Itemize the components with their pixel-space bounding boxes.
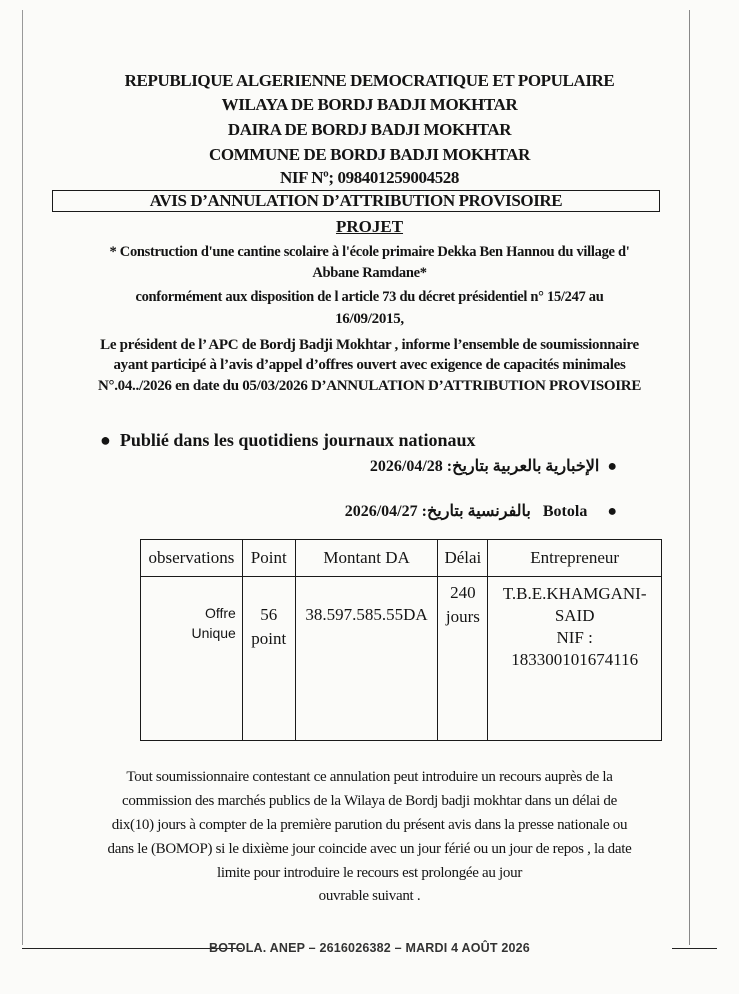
bullet-icon: ●: [599, 458, 617, 475]
projet-description-line1: * Construction d'une cantine scolaire à l'école primaire Dekka Ben Hannou du village d': [109, 244, 630, 260]
table-header-row: [141, 540, 662, 577]
publication-arabic-text: الإخبارية بالعربية بتاريخ: 2026/04/28: [369, 458, 600, 475]
point-line1: 56: [260, 605, 278, 624]
footer-publication-info: BOTOLA. ANEP – 2616026382 – MARDI 4 AOÛT 2026: [209, 941, 530, 955]
decree-reference-line2: 16/09/2015,: [335, 311, 404, 327]
col-observations: observations: [141, 540, 243, 577]
entrepreneur-line3: NIF :: [556, 628, 593, 647]
publication-french-item: [330, 501, 617, 521]
recours-line2: commission des marchés publics de la Wilaya de Bordj badji mokhtar dans un délai de: [122, 793, 617, 809]
observation-line1: Offre: [204, 605, 236, 621]
info-line2: ayant participé à l’avis d’appel d’offres ouvert avec exigence de capacités minimales: [113, 357, 626, 373]
header-nif: NIF Nº; 098401259004528: [280, 168, 459, 187]
delai-line2: jours: [445, 607, 480, 626]
delai-line1: 240: [450, 583, 476, 602]
header-republic: REPUBLIQUE ALGERIENNE DEMOCRATIQUE ET POPULAIRE: [124, 71, 615, 90]
decree-reference-line1: conformément aux disposition de l article 73 du décret présidentiel n° 15/247 au: [135, 289, 604, 305]
col-delai: Délai: [438, 540, 488, 577]
recours-line3: dix(10) jours à compter de la première parution du présent avis dans la presse nationale ou: [111, 817, 628, 833]
footer-rule-right: [672, 948, 717, 949]
bullet-icon: ●: [100, 430, 120, 450]
table-row: [141, 577, 662, 741]
recours-line6: ouvrable suivant .: [318, 888, 421, 904]
col-entrepreneur: Entrepreneur: [488, 540, 662, 577]
bullet-icon: ●: [607, 503, 617, 520]
entrepreneur-line4: 183300101674116: [511, 650, 639, 669]
point-line2: point: [251, 629, 287, 648]
notice-title: AVIS D’ANNULATION D’ATTRIBUTION PROVISOIRE: [52, 190, 660, 212]
publication-heading: [100, 430, 475, 451]
scan-border-left: [22, 10, 23, 945]
header-daira: DAIRA DE BORDJ BADJI MOKHTAR: [227, 120, 512, 139]
entrepreneur-line1: T.B.E.KHAMGANI-: [502, 584, 647, 603]
scan-border-right: [689, 10, 690, 945]
cell-observations: [141, 577, 243, 741]
recours-line5: limite pour introduire le recours est prolongée au jour: [216, 865, 523, 881]
cell-montant: 38.597.585.55DA: [295, 577, 438, 741]
cell-point: [242, 577, 295, 741]
publication-arabic-item: [345, 456, 617, 476]
publication-french-name: Botola: [542, 503, 588, 520]
cell-entrepreneur: [488, 577, 662, 741]
observation-line2: Unique: [191, 625, 236, 641]
info-line3: N°.04../2026 en date du 05/03/2026 D’ANNULATION D’ATTRIBUTION PROVISOIRE: [97, 378, 642, 394]
cell-delai: [438, 577, 488, 741]
info-line1: Le président de l’ APC de Bordj Badji Mokhtar , informe l’ensemble de soumissionnaire: [100, 337, 639, 353]
publication-french-text-ar: بالفرنسية بتاريخ: 2026/04/27: [344, 503, 531, 520]
col-point: Point: [242, 540, 295, 577]
header-commune: COMMUNE DE BORDJ BADJI MOKHTAR: [208, 145, 531, 164]
entrepreneur-line2: SAID: [554, 606, 595, 625]
projet-label: PROJET: [335, 217, 404, 236]
publication-heading-text: Publié dans les quotidiens journaux nationaux: [119, 430, 476, 450]
recours-line4: dans le (BOMOP) si le dixième jour coincide avec un jour férié ou un jour de repos , la date: [107, 841, 632, 857]
col-montant: Montant DA: [295, 540, 438, 577]
recours-line1: Tout soumissionnaire contestant ce annulation peut introduire un recours auprès de la: [126, 769, 613, 785]
award-table: [140, 539, 662, 741]
header-wilaya: WILAYA DE BORDJ BADJI MOKHTAR: [221, 95, 518, 114]
projet-description-line2: Abbane Ramdane*: [312, 265, 427, 281]
